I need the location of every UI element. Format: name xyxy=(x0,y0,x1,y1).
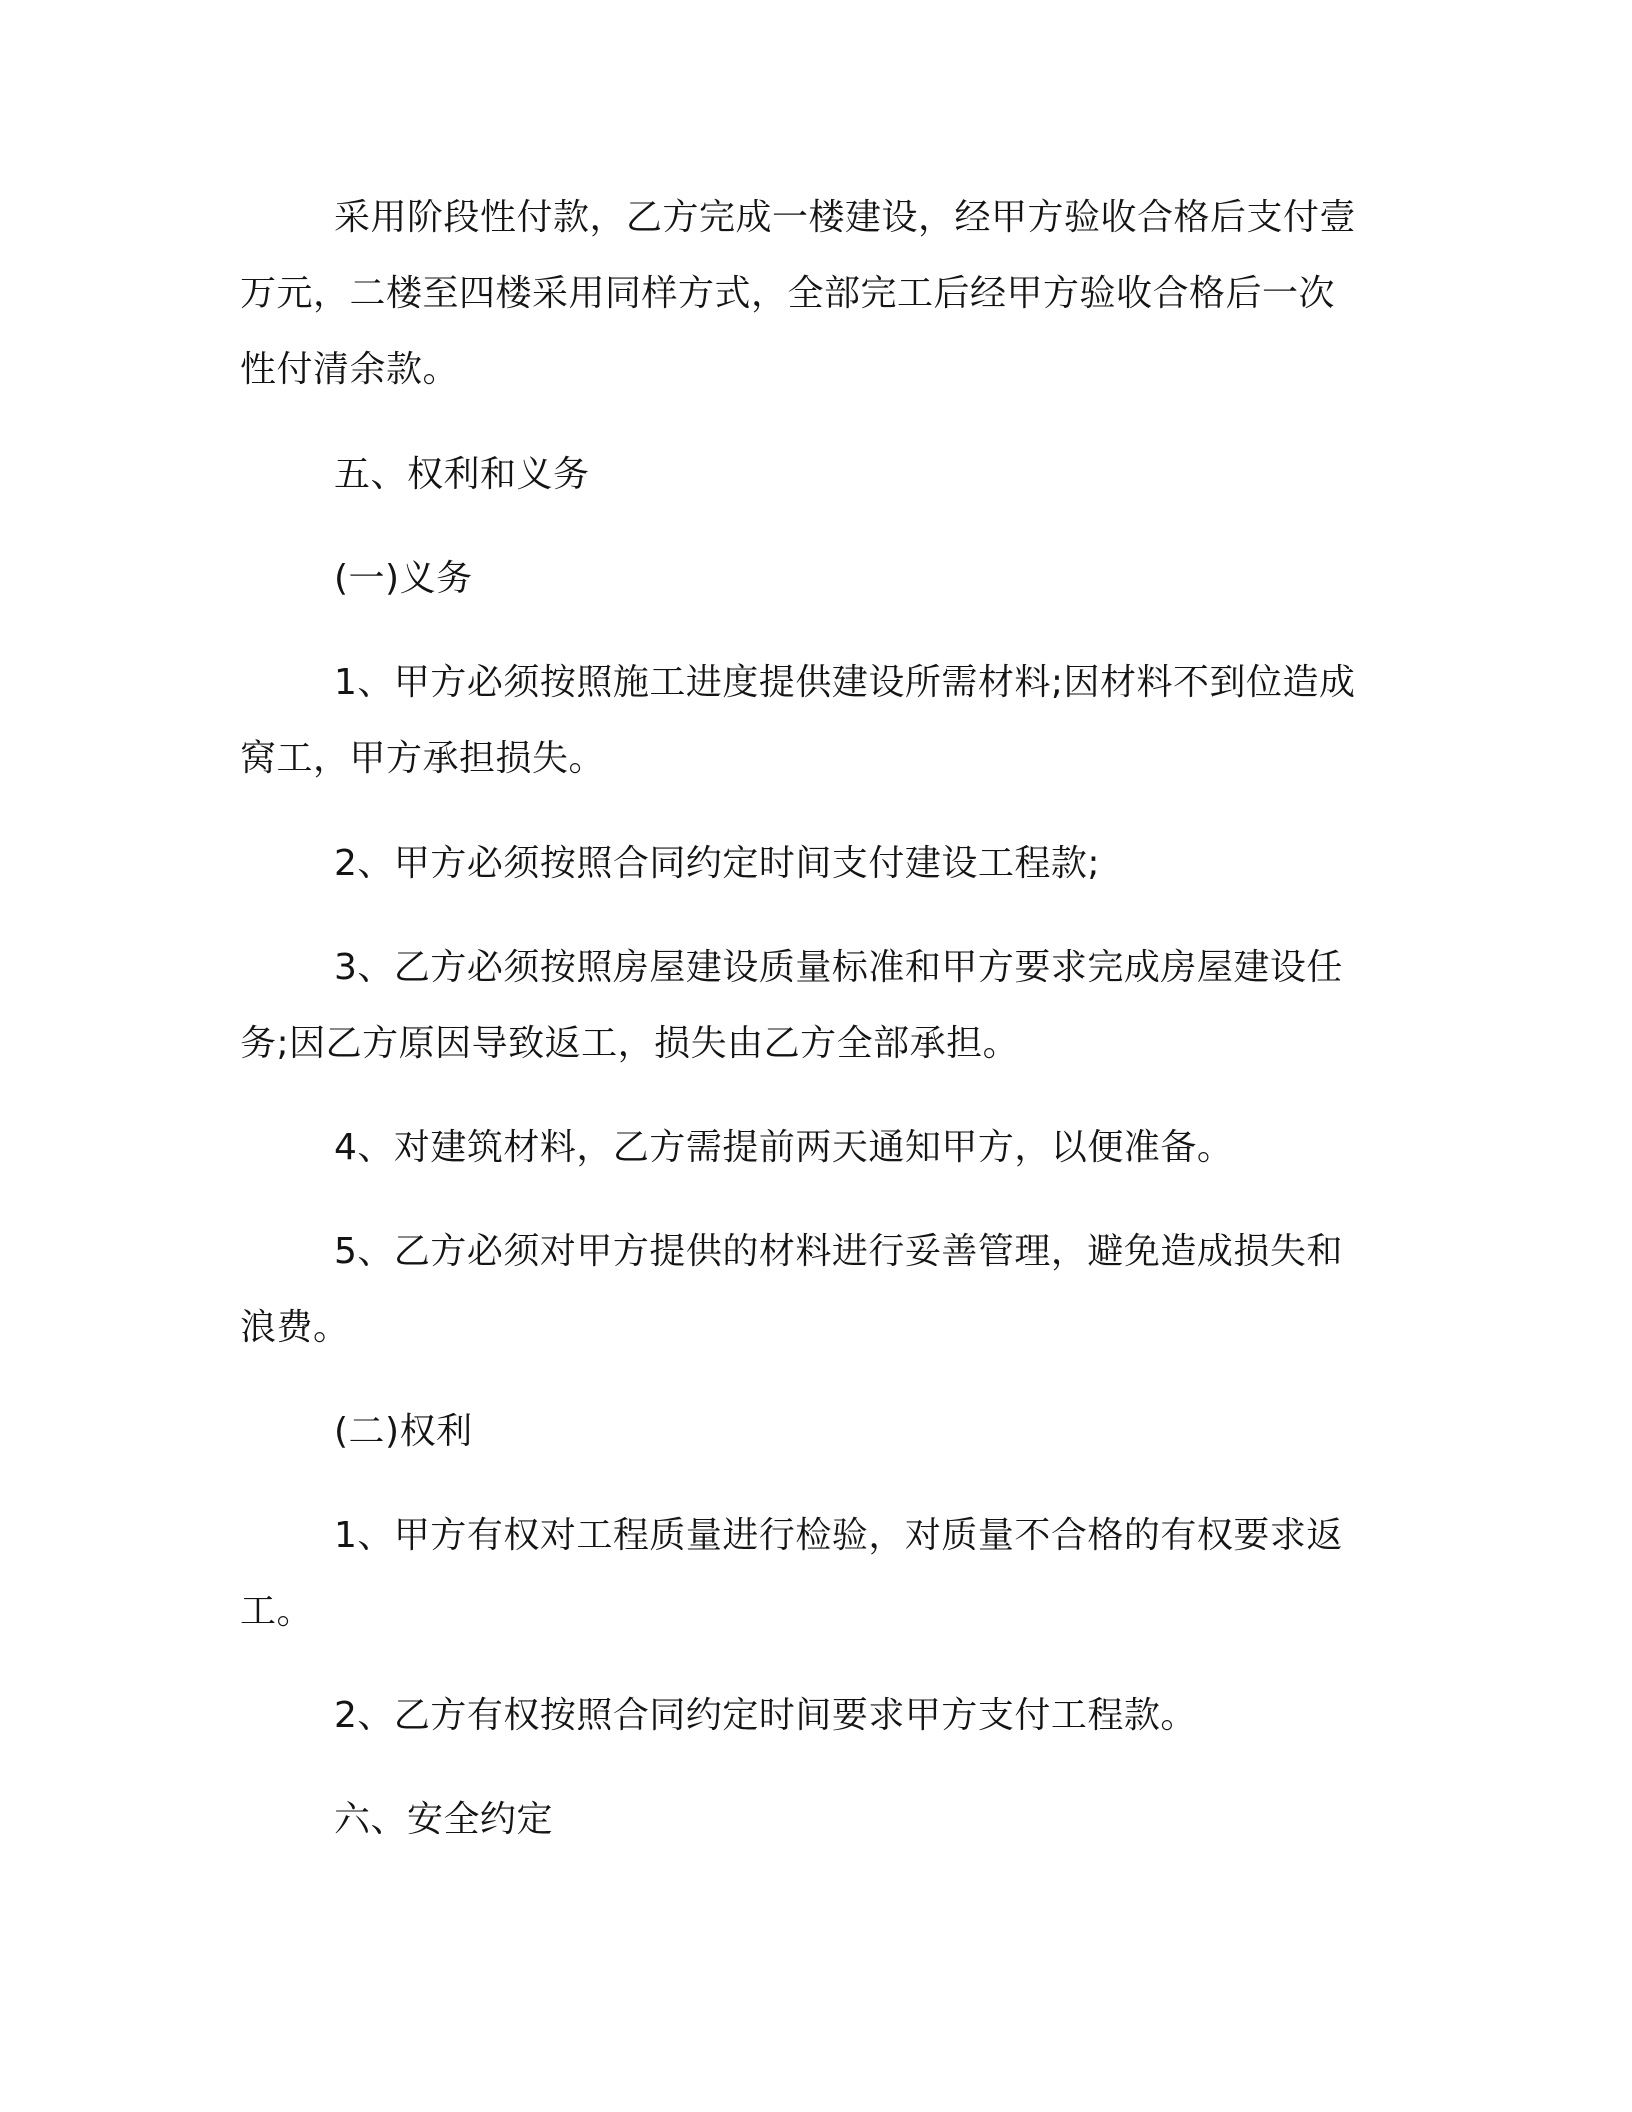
obligation-4: 4、对建筑材料，乙方需提前两天通知甲方，以便准备。 xyxy=(334,1127,1234,1168)
obligation-5-line-1: 5、乙方必须对甲方提供的材料进行妥善管理，避免造成损失和 xyxy=(334,1231,1343,1272)
obligation-1-line-2: 窝工，甲方承担损失。 xyxy=(240,738,606,779)
obligation-3-line-1: 3、乙方必须按照房屋建设质量标准和甲方要求完成房屋建设任 xyxy=(334,947,1343,988)
section-heading-rights-obligations: 五、权利和义务 xyxy=(334,454,590,495)
obligation-3-line-2: 务;因乙方原因导致返工，损失由乙方全部承担。 xyxy=(240,1023,1020,1064)
obligation-5-line-2: 浪费。 xyxy=(240,1307,350,1348)
right-1-line-1: 1、甲方有权对工程质量进行检验，对质量不合格的有权要求返 xyxy=(334,1515,1343,1556)
obligation-2: 2、甲方必须按照合同约定时间支付建设工程款; xyxy=(334,843,1101,884)
obligation-1-line-1: 1、甲方必须按照施工进度提供建设所需材料;因材料不到位造成 xyxy=(334,662,1356,703)
paragraph-1-line-3: 性付清余款。 xyxy=(240,349,460,390)
subsection-heading-rights: (二)权利 xyxy=(334,1411,473,1452)
paragraph-1-line-2: 万元，二楼至四楼采用同样方式，全部完工后经甲方验收合格后一次 xyxy=(240,273,1336,314)
section-heading-safety: 六、安全约定 xyxy=(334,1799,554,1840)
right-2: 2、乙方有权按照合同约定时间要求甲方支付工程款。 xyxy=(334,1695,1197,1736)
paragraph-1-line-1: 采用阶段性付款，乙方完成一楼建设，经甲方验收合格后支付壹 xyxy=(334,197,1357,238)
right-1-line-2: 工。 xyxy=(240,1591,314,1632)
subsection-heading-obligations: (一)义务 xyxy=(334,558,473,599)
